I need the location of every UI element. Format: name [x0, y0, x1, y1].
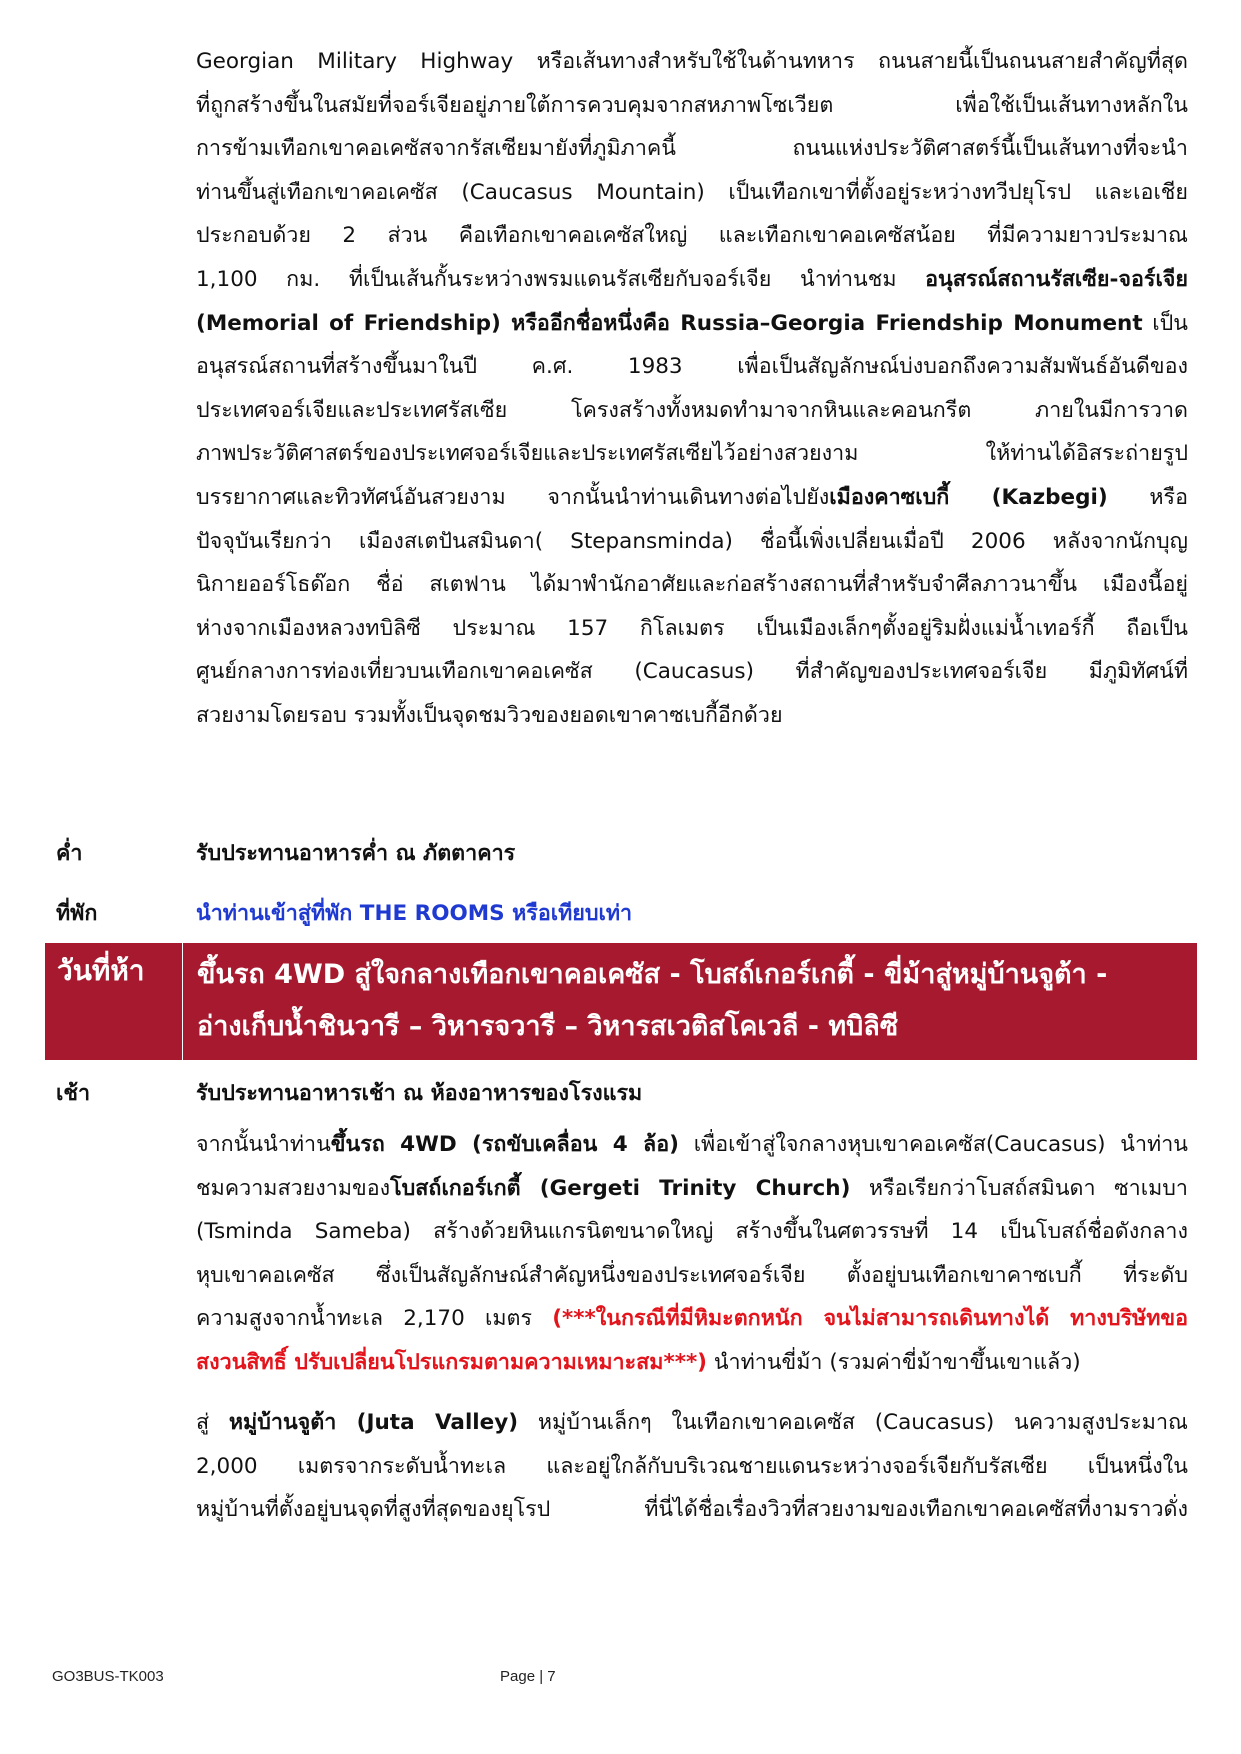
text-line [196, 1341, 1188, 1385]
hotel-label: ที่พัก [56, 901, 98, 926]
text-line [196, 302, 1188, 346]
text-segment: สู่ [196, 1410, 229, 1435]
text-line: ท่านขึ้นสู่เทือกเขาคอเคซัส (Caucasus Mountain) เป็นเทือกเขาที่ตั้งอยู่ระหว่างทวีปยุโรป และเอเชีย [196, 179, 1188, 205]
text-line [196, 258, 1188, 302]
text-segment: เพื่อเข้าสู่ใจกลางหุบเขาคอเคซัส(Caucasus) นำท่าน [678, 1132, 1188, 1157]
monument-name: อนุสรณ์สถานรัสเซีย-จอร์เจีย [925, 266, 1188, 292]
church-name: โบสถ์เกอร์เกตี้ (Gergeti Trinity Church) [390, 1175, 851, 1201]
breakfast-label: เช้า [56, 1081, 91, 1106]
text-line: การข้ามเทือกเขาคอเคซัสจากรัสเซียมายังที่ภูมิภาคนี้ ถนนแห่งประวัติศาสตร์นี้เป็นเส้นทางที่จะนำ [196, 136, 1188, 162]
juta-name: หมู่บ้านจูต้า (Juta Valley) [228, 1410, 519, 1435]
text-line: (Tsminda Sameba) สร้างด้วยหินแกรนิตขนาดใหญ่ สร้างขึ้นในศตวรรษที่ 14 เป็นโบสถ์ชื่อดังกลาง [196, 1219, 1188, 1245]
text-segment: หรือเรียกว่าโบสถ์สมินดา ซาเมบา [850, 1175, 1188, 1201]
text-line: หุบเขาคอเคซัส ซึ่งเป็นสัญลักษณ์สำคัญหนึ่งของประเทศจอร์เจีย ตั้งอยู่บนเทือกเขาคาซเบกี้ ที่ระดับ [196, 1262, 1188, 1288]
text-line [196, 1167, 1188, 1211]
text-line [196, 1401, 1188, 1445]
4wd-highlight: ขึ้นรถ 4WD (รถขับเคลื่อน 4 ล้อ) [330, 1132, 679, 1157]
text-segment: ชมความสวยงามของ [196, 1175, 391, 1201]
snow-warning: สงวนสิทธิ์ ปรับเปลี่ยนโปรแกรมตามความเหมาะสม***) [196, 1349, 708, 1375]
day-header-band [45, 943, 1197, 1060]
day-title-line: อ่างเก็บน้ำชินวารี – วิหารจวารี – วิหารสเวติสโคเวลี - ทบิลิซี [197, 1011, 899, 1042]
text-line: หมู่บ้านที่ตั้งอยู่บนจุดที่สูงที่สุดของยุโรป ที่นี่ได้ชื่อเรื่องวิวที่สวยงามของเทือกเขาคอเคซัสที่งามราวดั่ง [196, 1497, 1188, 1523]
text-line: ห่างจากเมืองหลวงทบิลิซี ประมาณ 157 กิโลเมตร เป็นเมืองเล็กๆตั้งอยู่ริมฝั่งแม่น้ำเทอร์กี้ ถือเป็น [196, 615, 1188, 641]
day-title-line: ขึ้นรถ 4WD สู่ใจกลางเทือกเขาคอเคซัส - โบสถ์เกอร์เกตี้ - ขี่ม้าสู่หมู่บ้านจูต้า - [197, 959, 1108, 990]
text-segment: เป็น [1142, 310, 1188, 336]
monument-alt-name: (Memorial of Friendship) หรืออีกชื่อหนึ่งคือ Russia–Georgia Friendship Monument [196, 310, 1143, 336]
text-segment: 1,100 กม. ที่เป็นเส้นกั้นระหว่างพรมแดนรัสเซียกับจอร์เจีย นำท่านชม [196, 266, 926, 292]
text-line: สวยงามโดยรอบ รวมทั้งเป็นจุดชมวิวของยอดเขาคาซเบกี้อีกด้วย [196, 702, 783, 728]
breakfast-text: รับประทานอาหารเช้า ณ ห้องอาหารของโรงแรม [196, 1081, 643, 1106]
text-line [196, 1123, 1188, 1167]
snow-warning: (***ในกรณีที่มีหิมะตกหนัก จนไม่สามารถเดินทางได้ ทางบริษัทขอ [552, 1306, 1189, 1332]
text-line: ประเทศจอร์เจียและประเทศรัสเซีย โครงสร้างทั้งหมดทำมาจากหินและคอนกรีต ภายในมีการวาด [196, 397, 1188, 423]
juta-paragraph [196, 1401, 1188, 1532]
text-line: 2,000 เมตรจากระดับน้ำทะเล และอยู่ใกล้กับบริเวณชายแดนระหว่างจอร์เจียกับรัสเซีย เป็นหนึ่งใน [196, 1453, 1188, 1479]
text-segment: หรือ [1107, 484, 1188, 510]
text-line: ศูนย์กลางการท่องเที่ยวบนเทือกเขาคอเคซัส (Caucasus) ที่สำคัญของประเทศจอร์เจีย มีภูมิทัศน์ที่ [196, 659, 1188, 685]
text-line: ที่ถูกสร้างขึ้นในสมัยที่จอร์เจียอยู่ภายใต้การควบคุมจากสหภาพโซเวียต เพื่อใช้เป็นเส้นทางหลักใน [196, 92, 1188, 118]
intro-paragraph [196, 40, 1188, 738]
day-title [197, 949, 1187, 1053]
text-line [196, 476, 1188, 520]
text-segment: นำท่านขี่ม้า (รวมค่าขี่ม้าขาขึ้นเขาแล้ว) [707, 1349, 1081, 1375]
text-segment: ความสูงจากน้ำทะเล 2,170 เมตร [196, 1306, 553, 1332]
text-line: ปัจจุบันเรียกว่า เมืองสเตปันสมินดา( Stepansminda) ชื่อนี้เพิ่งเปลี่ยนเมื่อปี 2006 หลังจากนักบุญ [196, 528, 1188, 554]
hotel-text: นำท่านเข้าสู่ที่พัก THE ROOMS หรือเทียบเท่า [196, 901, 633, 926]
text-segment: หมู่บ้านเล็กๆ ในเทือกเขาคอเคซัส (Caucasus) นความสูงประมาณ [518, 1410, 1188, 1435]
footer-code: GO3BUS-TK003 [52, 1668, 164, 1685]
day-label: วันที่ห้า [57, 954, 145, 987]
text-line: นิกายออร์โธด๊อก ชื่อ่ สเตฟาน ได้มาพำนักอาศัยและก่อสร้างสถานที่สำหรับจำศีลภาวนาขึ้น เมืองนี้อยู่ [196, 572, 1188, 598]
text-segment: บรรยากาศและทิวทัศน์อันสวยงาม จากนั้นนำท่านเดินทางต่อไปยัง [196, 484, 830, 510]
dinner-text: รับประทานอาหารค่ำ ณ ภัตตาคาร [196, 841, 516, 866]
text-line: ภาพประวัติศาสตร์ของประเทศจอร์เจียและประเทศรัสเซียไว้อย่างสวยงาม ให้ท่านได้อิสระถ่ายรูป [196, 441, 1188, 467]
text-line: อนุสรณ์สถานที่สร้างขึ้นมาในปี ค.ศ. 1983 เพื่อเป็นสัญลักษณ์บ่งบอกถึงความสัมพันธ์อันดีของ [196, 354, 1188, 380]
text-line [196, 1297, 1188, 1341]
band-divider [182, 943, 183, 1060]
kazbegi-name: เมืองคาซเบกี้ (Kazbegi) [829, 484, 1108, 510]
text-line: ประกอบด้วย 2 ส่วน คือเทือกเขาคอเคซัสใหญ่ และเทือกเขาคอเคซัสน้อย ที่มีความยาวประมาณ [196, 223, 1188, 249]
text-line: Georgian Military Highway หรือเส้นทางสำหรับใช้ในด้านทหาร ถนนสายนี้เป็นถนนสายสำคัญที่สุด [196, 49, 1188, 74]
text-segment: จากนั้นนำท่าน [196, 1132, 331, 1157]
footer-page-number: Page | 7 [500, 1668, 556, 1685]
dinner-label: ค่ำ [56, 841, 83, 866]
morning-paragraph [196, 1123, 1188, 1385]
